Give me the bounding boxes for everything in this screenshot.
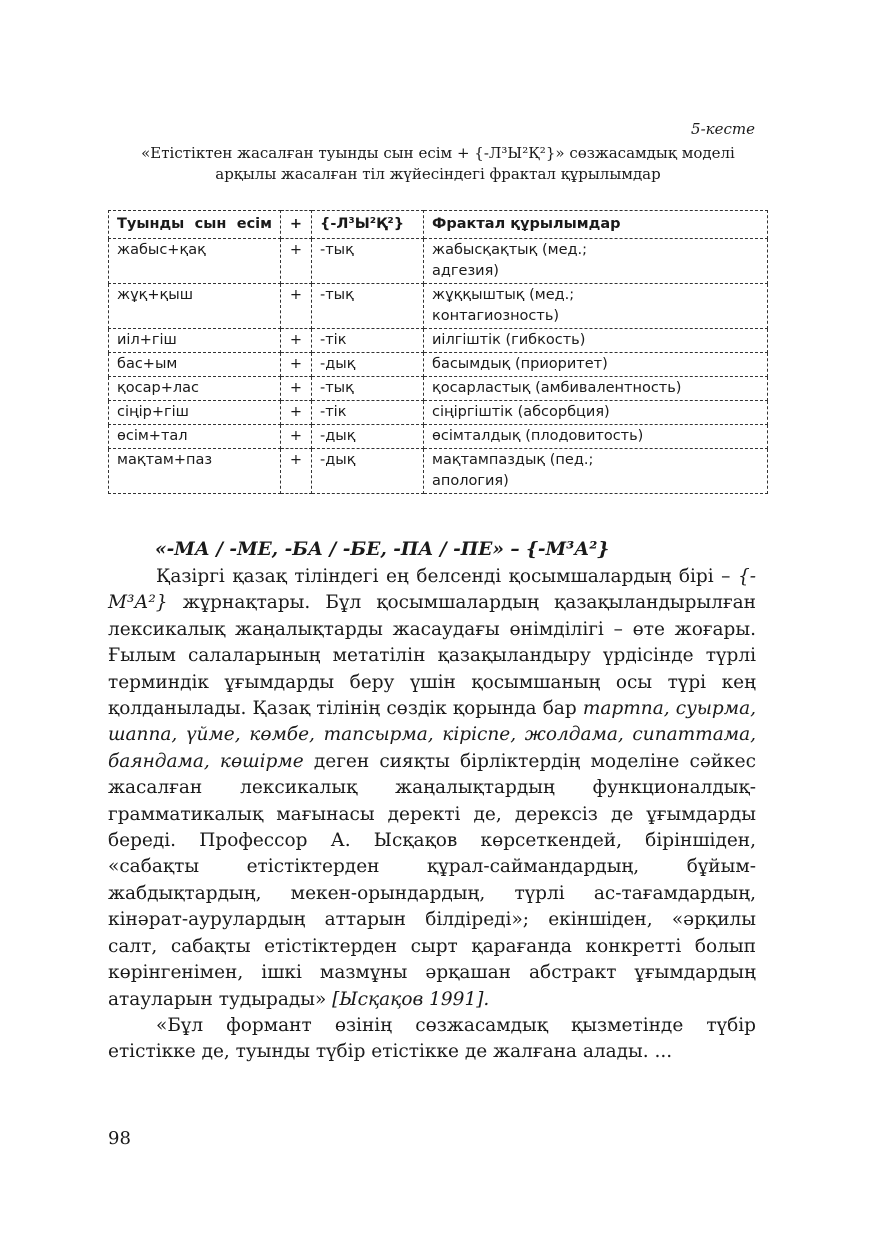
section-heading: «-МА / -МЕ, -БА / -БЕ, -ПА / -ПЕ» – {-М³А²} xyxy=(155,539,610,560)
header-derived-adjective: Туынды сын есім xyxy=(109,211,281,239)
cell-plus: + xyxy=(281,449,312,494)
page-number: 98 xyxy=(108,1128,131,1149)
header-suffix: {-Л³Ы²Қ²} xyxy=(312,211,424,239)
cell-plus: + xyxy=(281,377,312,401)
cell-fractal: қосарластық (амбивалентность) xyxy=(424,377,768,401)
text-run: жұрнақтары. Бұл қосымшалардың қазақыландырылған лексикалық жаңалықтарды жасаудағы өнімділігі – өте жоғары. Ғылым салаларының метатілін қазақыландыру үрдісінде түрлі терминдік ұғымдарды беру үшін қосымшаның осы түрі кең қолданылады. Қазақ тілінің сөздік қорында бар xyxy=(108,592,756,720)
cell-fractal: иілгіштік (гибкость) xyxy=(424,329,768,353)
cell-plus: + xyxy=(281,329,312,353)
cell-fractal: өсімталдық (плодовитость) xyxy=(424,425,768,449)
table-row xyxy=(109,239,768,284)
cell-plus: + xyxy=(281,353,312,377)
cell-stem: қосар+лас xyxy=(109,377,281,401)
cell-suffix: -тық xyxy=(312,377,424,401)
cell-suffix: -тік xyxy=(312,401,424,425)
table-header-row xyxy=(109,211,768,239)
cell-stem: өсім+тал xyxy=(109,425,281,449)
cell-suffix: -тық xyxy=(312,284,424,329)
table-caption xyxy=(108,143,768,185)
table-row xyxy=(109,425,768,449)
text-run: деген сияқты бірліктердің моделіне сәйкес жасалған лексикалық жаңалықтардың функционалдық-грамматикалық мағынасы деректі де, дерексіз де ұғымдарды береді. Профессор А. Ысқақов көрсеткендей, біріншіден, «сабақты етістіктерден құрал-саймандардың, бұйым-жабдықтардың, мекен-орындардың, түрлі ас-тағамдардың, кінәрат-аурулардың аттарын білдіреді»; екіншіден, «әрқилы салт, сабақты етістіктерден сырт қарағанда конкретті болып көрінгенімен, ішкі мазмұны әрқашан абстракт ұғымдардың атауларын тудырады» xyxy=(108,750,756,1010)
cell-suffix: -дық xyxy=(312,425,424,449)
cell-stem: бас+ым xyxy=(109,353,281,377)
cell-stem: сіңір+гіш xyxy=(109,401,281,425)
header-plus: + xyxy=(281,211,312,239)
paragraph xyxy=(108,564,756,1013)
caption-line: «Етістіктен жасалған туынды сын есім + {-Л³Ы²Қ²}» сөзжасамдық моделі xyxy=(141,144,735,162)
cell-plus: + xyxy=(281,401,312,425)
header-fractal-structures: Фрактал құрылымдар xyxy=(424,211,768,239)
table-row xyxy=(109,353,768,377)
table-row xyxy=(109,377,768,401)
cell-suffix: -тік xyxy=(312,329,424,353)
fractal-table xyxy=(108,210,768,494)
cell-fractal: басымдық (приоритет) xyxy=(424,353,768,377)
cell-fractal: сіңіргіштік (абсорбция) xyxy=(424,401,768,425)
cell-stem: мақтам+паз xyxy=(109,449,281,494)
cell-suffix: -дық xyxy=(312,353,424,377)
table-row xyxy=(109,329,768,353)
body-text xyxy=(108,564,756,1066)
table-row xyxy=(109,401,768,425)
cell-fractal: мақтампаздық (пед.; апология) xyxy=(424,449,768,494)
paragraph: «Бұл формант өзінің сөзжасамдық қызметінде түбір етістікке де, туынды түбір етістікке де жалғана алады. ... xyxy=(108,1014,756,1063)
table-label: 5-кесте xyxy=(691,120,755,138)
cell-stem: жабыс+қақ xyxy=(109,239,281,284)
table-row xyxy=(109,284,768,329)
cell-suffix: -тық xyxy=(312,239,424,284)
citation: [Ысқақов 1991]. xyxy=(332,988,490,1010)
cell-plus: + xyxy=(281,425,312,449)
cell-plus: + xyxy=(281,284,312,329)
caption-line: арқылы жасалған тіл жүйесіндегі фрактал құрылымдар xyxy=(215,165,661,183)
cell-fractal: жұққыштық (мед.; контагиозность) xyxy=(424,284,768,329)
cell-fractal: жабысқақтық (мед.; адгезия) xyxy=(424,239,768,284)
cell-suffix: -дық xyxy=(312,449,424,494)
cell-plus: + xyxy=(281,239,312,284)
table-row xyxy=(109,449,768,494)
text-run: Қазіргі қазақ тіліндегі ең белсенді қосымшалардың бірі – xyxy=(156,566,731,587)
italic-suffix: {-М³А²} xyxy=(108,566,756,614)
italic-examples: тартпа, суырма, шаппа, үйме, көмбе, тапсырма, кіріспе, жолдама, сипаттама, баяндама, көшірме xyxy=(108,698,756,772)
cell-stem: жұқ+қыш xyxy=(109,284,281,329)
cell-stem: иіл+гіш xyxy=(109,329,281,353)
